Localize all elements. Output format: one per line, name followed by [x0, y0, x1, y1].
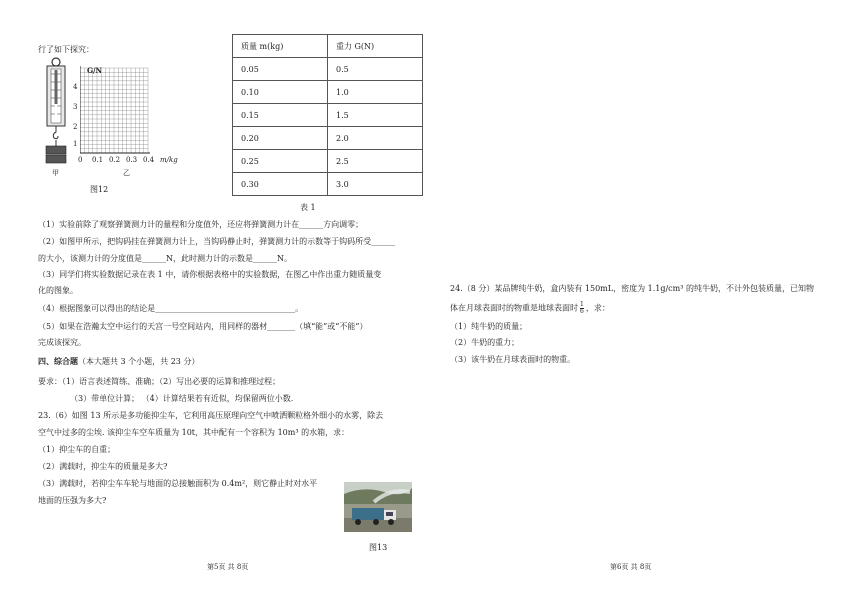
question-line: （3）同学们将实验数据记录在表 1 中，请你根据表格中的实验数据，在图乙中作出重力随质量变	[38, 270, 382, 279]
table-row	[233, 173, 423, 196]
figure-label-jia: 甲	[52, 169, 59, 177]
x-tick-0.4: 0.4	[143, 156, 155, 164]
fraction-numerator: 1	[580, 301, 584, 308]
section-4-title: 四、综合题	[38, 356, 78, 366]
requirements-line: （3）带单位计算； （4）计算结果若有近似，均保留两位小数.	[70, 394, 294, 403]
table-row	[233, 127, 423, 150]
y-tick-4: 4	[73, 83, 78, 91]
fraction-denominator: 6	[580, 308, 584, 315]
dust-suppression-truck-photo	[344, 482, 412, 532]
gravity-mass-grid	[80, 66, 150, 154]
table-row	[233, 58, 423, 81]
cell-gravity: 0.5	[328, 58, 423, 81]
cell-gravity: 2.0	[328, 127, 423, 150]
cell-gravity: 1.0	[328, 81, 423, 104]
requirements-line: 要求：（1）语言表述简练、准确；（2）写出必要的运算和推理过程；	[38, 377, 281, 386]
table-row	[233, 150, 423, 173]
q23-line: 空气中过多的尘埃. 该抑尘车空车质量为 10t，其中配有一个容积为 10m³ 的水箱，求：	[38, 428, 350, 437]
graph-y-axis-label: G/N	[87, 66, 102, 75]
table-header-row	[233, 35, 423, 58]
y-tick-2: 2	[73, 123, 78, 131]
question-line: （5）如果在浩瀚太空中运行的天宫一号空间站内，用同样的器材_______（填“能”或“不能”）	[38, 322, 368, 331]
question-line: （2）如图甲所示，把钩码挂在弹簧测力计上，当钩码静止时，弹簧测力计的示数等于钩码所受______	[38, 237, 396, 246]
cell-mass: 0.15	[233, 104, 328, 127]
cell-gravity: 3.0	[328, 173, 423, 196]
x-tick-0.3: 0.3	[126, 156, 138, 164]
q23-line: （1）抑尘车的自重；	[38, 445, 116, 454]
cell-mass: 0.10	[233, 81, 328, 104]
q24-text-end: ，求：	[585, 303, 610, 313]
question-line: （1）实验前除了观察弹簧测力计的量程和分度值外，还应将弹簧测力计在______方向调零；	[38, 220, 364, 229]
q23-line: （2）满载时，抑尘车的质量是多大?	[38, 462, 168, 471]
figure-label-yi: 乙	[123, 169, 130, 177]
x-tick-0: 0	[78, 156, 83, 164]
cell-mass: 0.30	[233, 173, 328, 196]
y-tick-1: 1	[73, 140, 78, 148]
spring-scale-figure	[40, 56, 76, 176]
question-line: 的大小，该测力计的分度值是______N，此时测力计的示数是______N。	[38, 254, 292, 263]
x-tick-0.2: 0.2	[109, 156, 121, 164]
question-line: （4）根据图象可以得出的结论是___________________________________。	[38, 304, 304, 313]
table-row	[233, 81, 423, 104]
q24-line	[450, 302, 610, 315]
cell-mass: 0.20	[233, 127, 328, 150]
table-1-caption: 表 1	[300, 203, 316, 212]
cell-gravity: 2.5	[328, 150, 423, 173]
fraction-one-sixth	[580, 302, 584, 315]
q24-sub-question: （3）该牛奶在月球表面时的物重。	[450, 355, 576, 364]
question-line: 完成该探究。	[38, 338, 86, 347]
y-tick-3: 3	[73, 103, 78, 111]
intro-text: 行了如下探究：	[38, 45, 94, 54]
question-line: 化的图象。	[38, 286, 78, 295]
q23-line: 23.（6）如图 13 所示是多功能抑尘车，它利用高压原理向空气中喷洒颗粒格外细小的水雾，除去	[38, 411, 384, 420]
q24-text: 体在月球表面时的物重是地球表面时	[450, 303, 578, 313]
section-heading	[38, 356, 199, 367]
graph-x-axis-label: m/kg	[160, 156, 178, 164]
q24-line: 24.（8 分）某品牌纯牛奶，盒内装有 150mL，密度为 1.1g/cm³ 的纯牛奶，不计外包装质量，已知物	[450, 284, 814, 293]
column-header-mass: 质量 m(kg)	[233, 35, 328, 58]
q23-line: （3）满载时，若抑尘车车轮与地面的总接触面积为 0.4m²，则它静止时对水平	[38, 479, 318, 488]
column-header-gravity: 重力 G(N)	[328, 35, 423, 58]
q24-sub-question: （1）纯牛奶的质量；	[450, 322, 528, 331]
section-4-note: （本大题共 3 个小题，共 23 分）	[78, 357, 200, 366]
cell-mass: 0.05	[233, 58, 328, 81]
q24-sub-question: （2）牛奶的重力；	[450, 338, 520, 347]
mass-gravity-table	[232, 34, 423, 196]
figure-13-caption: 图13	[369, 543, 388, 552]
table-row	[233, 104, 423, 127]
figure-12-caption: 图12	[90, 185, 109, 194]
x-tick-0.1: 0.1	[92, 156, 104, 164]
cell-mass: 0.25	[233, 150, 328, 173]
cell-gravity: 1.5	[328, 104, 423, 127]
page-number-right: 第6页 共 8页	[610, 563, 652, 571]
q23-line: 地面的压强为多大?	[38, 496, 107, 505]
page-number-left: 第5页 共 8页	[207, 563, 249, 571]
